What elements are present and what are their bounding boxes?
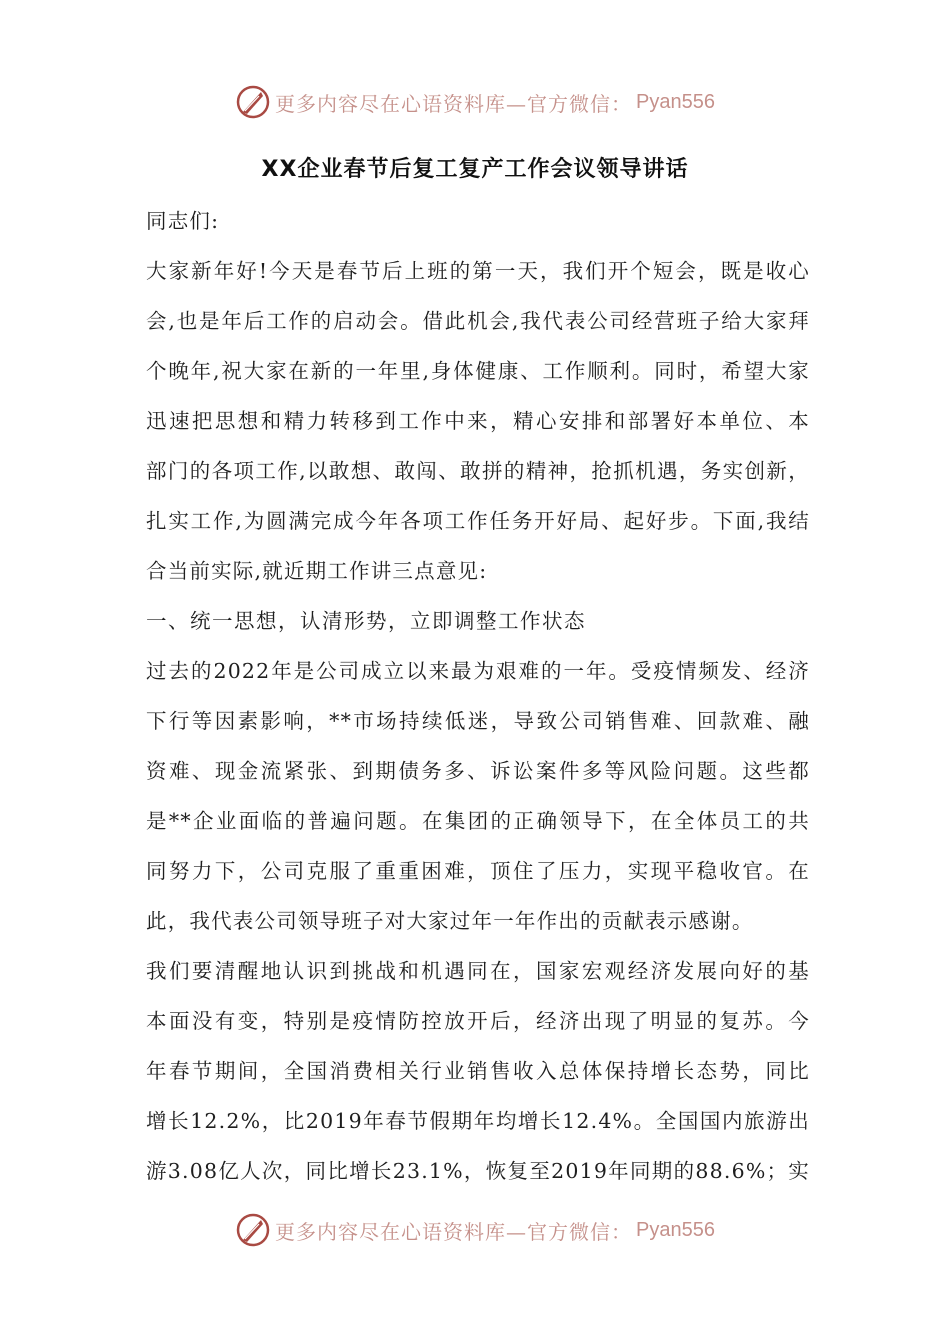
document-title: XX企业春节后复工复产工作会议领导讲话: [261, 157, 689, 182]
watermark-text: 更多内容尽在心语资料库—官方微信：: [275, 91, 633, 116]
paragraph-line: 过去的2022年是公司成立以来最为艰难的一年。受疫情频发、经济: [146, 659, 810, 683]
watermark-banner-top: [0, 80, 950, 124]
paragraph-line: 同努力下，公司克服了重重困难，顶住了压力，实现平稳收官。在: [146, 859, 810, 883]
paragraph-line: 扎实工作,为圆满完成今年各项工作任务开好局、起好步。下面,我结: [146, 509, 810, 533]
paragraph-line: 大家新年好!今天是春节后上班的第一天，我们开个短会，既是收心: [146, 259, 810, 283]
salutation: 同志们:: [146, 209, 220, 233]
quill-logo-icon: [235, 84, 271, 120]
watermark-banner-bottom: [0, 1208, 950, 1252]
paragraph-line: 是**企业面临的普遍问题。在集团的正确领导下，在全体员工的共: [146, 809, 810, 833]
paragraph-line: 迅速把思想和精力转移到工作中来，精心安排和部署好本单位、本: [146, 409, 810, 433]
paragraph-line: 会,也是年后工作的启动会。借此机会,我代表公司经营班子给大家拜: [146, 309, 810, 333]
paragraph-line: 本面没有变，特别是疫情防控放开后，经济出现了明显的复苏。今: [146, 1009, 810, 1033]
watermark-handle: Pyan556: [636, 1218, 715, 1241]
paragraph-line: 我们要清醒地认识到挑战和机遇同在，国家宏观经济发展向好的基: [146, 959, 810, 983]
watermark-handle: Pyan556: [636, 90, 715, 113]
paragraph-line: 下行等因素影响，**市场持续低迷，导致公司销售难、回款难、融: [146, 709, 810, 733]
paragraph-line: 个晚年,祝大家在新的一年里,身体健康、工作顺利。同时，希望大家: [146, 359, 810, 383]
paragraph-line: 此，我代表公司领导班子对大家过年一年作出的贡献表示感谢。: [146, 909, 754, 933]
paragraph-line: 合当前实际,就近期工作讲三点意见:: [146, 559, 488, 583]
paragraph-line: 增长12.2%，比2019年春节假期年均增长12.4%。全国国内旅游出: [146, 1109, 810, 1133]
paragraph-line: 资难、现金流紧张、到期债务多、诉讼案件多等风险问题。这些都: [146, 759, 810, 783]
section-heading: 一、统一思想，认清形势，立即调整工作状态: [146, 609, 586, 633]
watermark-text: 更多内容尽在心语资料库—官方微信：: [275, 1219, 633, 1244]
document-body: [146, 196, 810, 1196]
paragraph-line: 年春节期间，全国消费相关行业销售收入总体保持增长态势，同比: [146, 1059, 810, 1083]
quill-logo-icon: [235, 1212, 271, 1248]
paragraph-line: 部门的各项工作,以敢想、敢闯、敢拼的精神，抢抓机遇，务实创新，: [146, 459, 810, 483]
paragraph-line: 游3.08亿人次，同比增长23.1%，恢复至2019年同期的88.6%；实: [146, 1159, 810, 1183]
